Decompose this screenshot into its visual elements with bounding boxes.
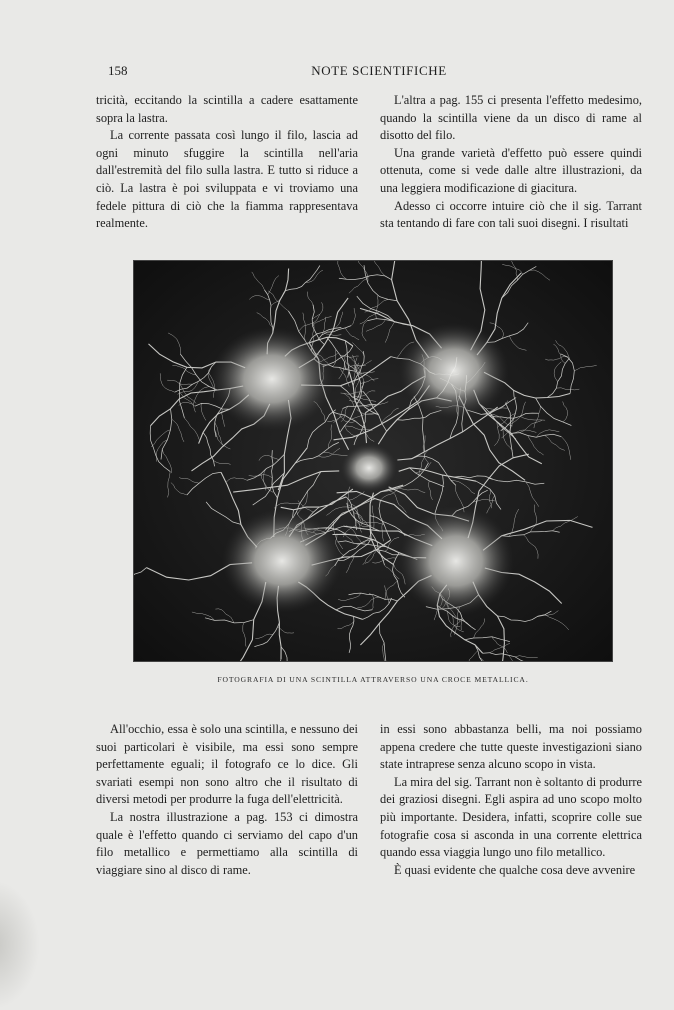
paragraph: in essi sono abbastanza belli, ma noi possiamo appena credere che tutte queste investigazioni siano state intraprese senza alcuno scopo in vista.	[380, 722, 642, 772]
bottom-left-column	[96, 721, 358, 879]
paragraph: La nostra illustrazione a pag. 153 ci dimostra quale è l'effetto quando ci serviamo del capo d'un filo metallico e permettiamo alla scintilla di viaggiare sino al disco di rame.	[96, 809, 358, 877]
paragraph: L'altra a pag. 155 ci presenta l'effetto medesimo, quando la scintilla viene da un disco di rame al disotto del filo.	[380, 93, 642, 143]
paragraph: All'occhio, essa è solo una scintilla, e nessuno dei suoi particolari è visibile, ma essi sono sempre perfettamente eguali; il fotografo ce lo dice. Gli svariati esempi non sono altro che il risultato di diversi metodi per produrre la fuga dell'elettricità.	[96, 722, 358, 807]
paragraph: La mira del sig. Tarrant non è soltanto di produrre dei graziosi disegni. Egli aspira ad uno scopo molto più importante. Desidera, infatti, scoprire colle sue fotografie cosa si asconda in una corrente elettrica quando essa viaggia lungo uno filo metallico.	[380, 774, 642, 860]
paragraph: La corrente passata così lungo il filo, lascia ad ogni minuto sfuggire la scintilla nell'aria dall'estremità del filo sulla lastra. E tutto si riduce a ciò. La lastra è poi sviluppata e vi troviamo una fedele pittura di ciò che la fiamma rappresentava realmente.	[96, 128, 358, 231]
paragraph: È quasi evidente che qualche cosa deve avvenire	[394, 862, 636, 877]
running-title: NOTE SCIENTIFICHE	[311, 63, 447, 78]
glow-center	[341, 444, 397, 492]
top-right-column	[380, 92, 642, 233]
paragraph: Adesso ci occorre intuire ciò che il sig. Tarrant sta tentando di fare con tali suoi disegni. I risultati	[380, 198, 642, 231]
paragraph: Una grande varietà d'effetto può essere quindi ottenuta, come si vede dalle altre illustrazioni, da una leggiera modificazione di giacitura.	[380, 145, 642, 195]
glow-top-right	[399, 323, 509, 419]
page-header	[108, 63, 650, 81]
glow-bottom-left	[222, 509, 342, 613]
page-number: 158	[108, 63, 128, 78]
page-stain	[0, 880, 40, 1010]
bottom-right-column	[380, 721, 642, 879]
top-left-column	[96, 92, 358, 233]
glow-bottom-right	[398, 506, 514, 616]
figure-caption: FOTOGRAFIA DI UNA SCINTILLA ATTRAVERSO UNA CROCE METALLICA.	[217, 675, 529, 684]
spark-photograph	[134, 261, 612, 661]
paragraph: tricità, eccitando la scintilla a cadere esattamente sopra la lastra.	[96, 93, 358, 125]
glow-top-left	[210, 327, 334, 431]
spark-photo-illustration	[134, 261, 612, 661]
